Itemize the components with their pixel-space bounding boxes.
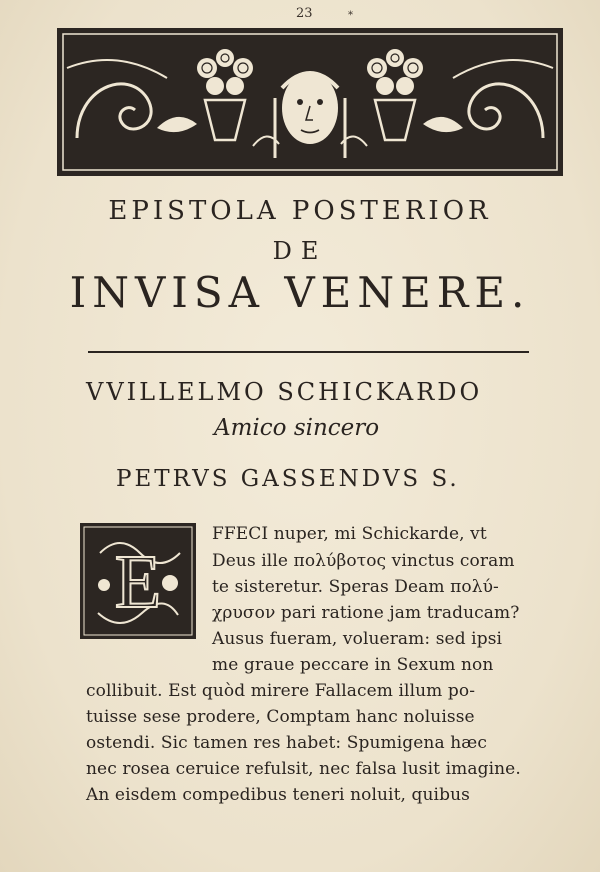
recipient-line: VVILLELMO SCHICKARDO <box>86 378 483 406</box>
text-line-3: te sisteretur. Speras Deam πολύ- <box>212 577 499 597</box>
page-number: 23 <box>296 6 313 21</box>
text-line-5: Ausus fueram, volueram: sed ipsi <box>212 629 503 649</box>
title-line-1: EPISTOLA POSTERIOR <box>108 196 492 226</box>
text-line-4: χρυσον pari ratione jam traducam? <box>212 603 520 623</box>
text-line-7: collibuit. Est quòd mirere Fallacem illum po- <box>86 681 476 701</box>
text-line-8: tuisse sese prodere, Comptam hanc noluisse <box>86 707 475 727</box>
text-line-10: nec rosea ceruice refulsit, nec falsa lusit imagine. <box>86 759 521 779</box>
divider-rule <box>88 351 529 353</box>
text-line-6: me graue peccare in Sexum non <box>212 655 494 675</box>
recipient-epithet: Amico sincero <box>214 415 380 441</box>
text-line-1: FFECI nuper, mi Schickarde, vt <box>212 524 487 544</box>
ornamental-headpiece <box>57 28 563 176</box>
text-line-11: An eisdem compedibus teneri noluit, quibus <box>86 785 470 805</box>
title-line-3: INVISA VENERE. <box>69 268 531 317</box>
text-line-2: Deus ille πολύβοτος vinctus coram <box>212 551 515 571</box>
printer-mark: * <box>348 10 353 21</box>
sender-salutation: PETRVS GASSENDVS S. <box>116 466 460 492</box>
title-line-2: DE <box>272 237 328 265</box>
text-line-9: ostendi. Sic tamen res habet: Spumigena hæc <box>86 733 487 753</box>
decorated-initial-e <box>80 523 196 639</box>
initial-letter: E <box>114 540 162 624</box>
